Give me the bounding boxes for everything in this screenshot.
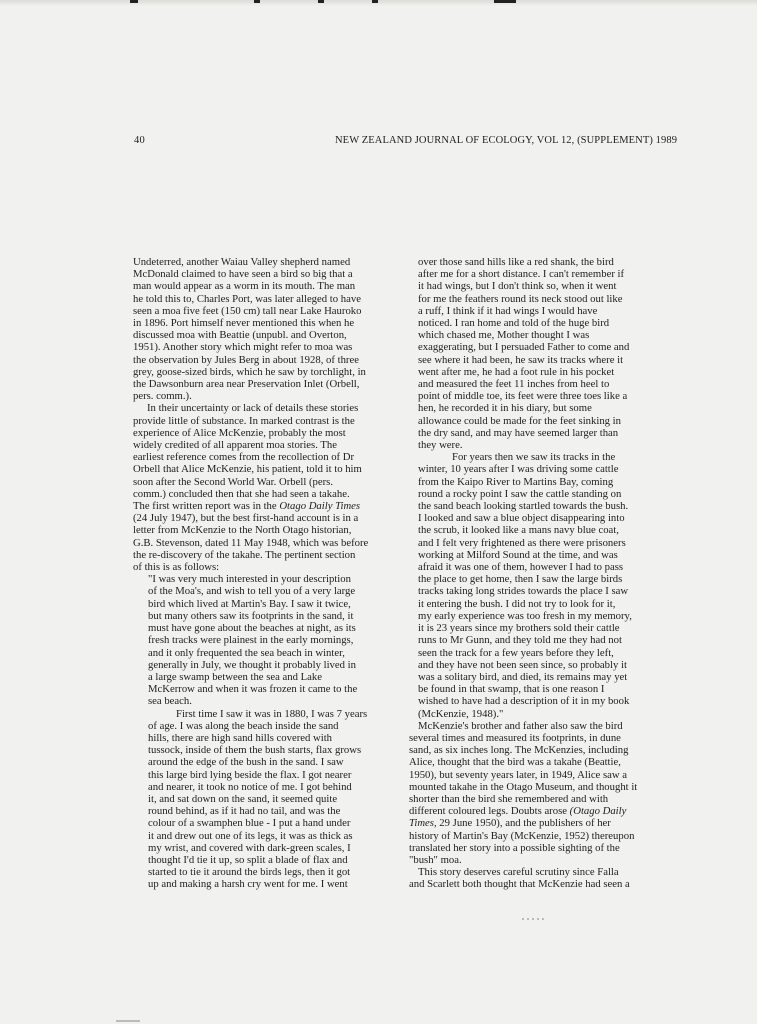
- line-text: hills, there are high sand hills covered with: [148, 731, 333, 744]
- text-line: [133, 463, 381, 475]
- line-text: I looked and saw a blue object disappearing into: [418, 512, 625, 525]
- line-text: see where it had been, he saw its tracks where it: [418, 353, 624, 366]
- text-line: [409, 842, 655, 854]
- line-text: colour of a swamphen blue - I put a hand under: [148, 817, 351, 830]
- line-text: my early experience was too fresh in my memory,: [418, 609, 632, 622]
- line-text: over those sand hills like a red shank, the bird: [418, 256, 614, 268]
- text-line: [133, 683, 381, 695]
- text-line: [133, 329, 381, 341]
- text-line: [409, 781, 655, 793]
- line-text: my wrist, and covered with dark-green scales, I: [148, 841, 351, 854]
- line-text: point of middle toe, its feet were three toes like a: [418, 390, 628, 403]
- line-text: soon after the Second World War. Orbell (pers.: [133, 475, 334, 488]
- line-text: Orbell that Alice McKenzie, his patient, told it to him: [133, 463, 362, 476]
- italic-title: (Otago Daily: [569, 805, 627, 818]
- text-line: [133, 573, 381, 585]
- line-text: seen a moa five feet (150 cm) tall near Lake Hauroko: [133, 304, 362, 317]
- line-text: it had wings, but I don't think so, when it went: [418, 280, 617, 293]
- text-line: [409, 854, 655, 866]
- line-text: the place to get home, then I saw the large birds: [418, 573, 623, 586]
- line-text: several times and measured its footprints, in dune: [409, 731, 621, 744]
- line-text: of this is as follows:: [133, 561, 220, 574]
- line-text: and measured the feet 11 inches from heel to: [418, 378, 610, 391]
- text-line: [409, 683, 655, 695]
- text-line: [409, 622, 655, 634]
- line-text: For years then we saw its tracks in the: [452, 451, 616, 464]
- line-text: he told this to, Charles Port, was later alleged to have: [133, 292, 361, 305]
- text-line: [133, 866, 381, 878]
- line-text: a ruff, I think if it had wings I would have: [418, 304, 598, 317]
- text-line: [409, 695, 655, 707]
- text-line: [133, 378, 381, 390]
- text-line: [409, 415, 655, 427]
- line-text: started to tie it around the birds legs, then it got: [148, 866, 351, 879]
- text-line: [133, 280, 381, 292]
- line-text: must have gone about the beaches at night, as its: [148, 622, 356, 635]
- line-text: it, and sat down on the sand, it seemed quite: [148, 792, 338, 805]
- text-line: [409, 561, 655, 573]
- text-line: [409, 500, 655, 512]
- line-text: for me the feathers round its neck stood out like: [418, 292, 623, 305]
- text-line: [409, 598, 655, 610]
- text-line: [409, 390, 655, 402]
- text-line: [133, 488, 381, 500]
- line-text: the scrub, it looked like a mans navy blue coat,: [418, 524, 619, 537]
- line-text: discussed moa with Beattie (unpubl. and Overton,: [133, 329, 347, 342]
- line-text: it is 23 years since my brothers sold their cattle: [418, 622, 620, 635]
- line-text: they were.: [418, 439, 463, 452]
- line-text: This story deserves careful scrutiny since Falla: [418, 866, 619, 879]
- line-text: runs to Mr Gunn, and they told me they had not: [418, 634, 622, 647]
- text-line: [409, 634, 655, 646]
- line-text: in 1896. Port himself never mentioned this when he: [133, 317, 355, 330]
- page-number: 40: [134, 135, 145, 146]
- text-line: [133, 878, 381, 890]
- text-line: [409, 378, 655, 390]
- scan-edge: [0, 0, 757, 6]
- line-text: round behind, as if it had no tail, and was the: [148, 805, 341, 818]
- line-text: tracks taking long strides towards the place I saw: [418, 585, 629, 598]
- line-text: and I felt very frightened as there were prisoners: [418, 536, 626, 549]
- line-text: fresh tracks were plainest in the early mornings,: [148, 634, 354, 647]
- text-line: [409, 549, 655, 561]
- text-line: [409, 451, 655, 463]
- text-line: [133, 317, 381, 329]
- text-line: [133, 732, 381, 744]
- text-line: [133, 427, 381, 439]
- line-text: thought I'd tie it up, so split a blade of flax and: [148, 853, 348, 866]
- line-text: the observation by Jules Berg in about 1928, of three: [133, 353, 359, 366]
- line-text: (24 July 1947), but the best first-hand account is in a: [133, 512, 359, 525]
- scan-mark: [494, 0, 516, 3]
- text-line: [409, 402, 655, 414]
- line-text: grey, goose-sized birds, which he saw by torchlight, in: [133, 365, 366, 378]
- text-line: [409, 793, 655, 805]
- text-line: [409, 610, 655, 622]
- text-line: [133, 305, 381, 317]
- text-line: [133, 854, 381, 866]
- text-line: [133, 439, 381, 451]
- line-text: Undeterred, another Waiau Valley shepherd named: [133, 256, 351, 268]
- line-text: sea beach.: [148, 695, 192, 708]
- line-text: pers. comm.).: [133, 390, 192, 403]
- scan-smudge: [522, 918, 544, 920]
- text-line: [409, 537, 655, 549]
- text-line: [133, 671, 381, 683]
- line-text: provide little of substance. In marked contrast is the: [133, 414, 355, 427]
- line-text: history of Martin's Bay (McKenzie, 1952) thereupon: [409, 829, 635, 842]
- line-text: and Scarlett both thought that McKenzie had seen a: [409, 878, 630, 891]
- scan-mark: [372, 0, 378, 3]
- text-line: [133, 476, 381, 488]
- text-line: [133, 549, 381, 561]
- text-line: [409, 354, 655, 366]
- right-column: [409, 256, 655, 891]
- line-text: shorter than the bird she remembered and with: [409, 792, 609, 805]
- text-line: [409, 280, 655, 292]
- text-line: [409, 439, 655, 451]
- line-text: man would appear as a worm in its mouth. The man: [133, 280, 356, 293]
- text-line: [133, 598, 381, 610]
- text-line: [133, 256, 381, 268]
- line-text: Alice, thought that the bird was a takahe (Beattie,: [409, 756, 621, 769]
- text-line: [409, 329, 655, 341]
- text-line: [133, 561, 381, 573]
- text-line: [133, 341, 381, 353]
- line-text: and nearer, it took no notice of me. I got behind: [148, 780, 352, 793]
- text-line: [409, 659, 655, 671]
- text-line: [133, 390, 381, 402]
- line-text: earliest reference comes from the recollection of Dr: [133, 451, 355, 464]
- line-text: experience of Alice McKenzie, probably the most: [133, 426, 346, 439]
- line-text: round a rocky point I saw the cattle standing on: [418, 487, 622, 500]
- text-line: [409, 671, 655, 683]
- text-line: [133, 610, 381, 622]
- text-line: [133, 781, 381, 793]
- line-text: and it only frequented the sea beach in winter,: [148, 646, 345, 659]
- line-text: up and making a harsh cry went for me. I went: [148, 878, 348, 891]
- text-line: [409, 744, 655, 756]
- text-line: [409, 878, 655, 890]
- text-line: [409, 317, 655, 329]
- line-text: tussock, inside of them the bush starts, flax grows: [148, 744, 362, 757]
- text-line: [133, 354, 381, 366]
- text-line: [133, 512, 381, 524]
- line-text: McDonald claimed to have seen a bird so big that a: [133, 268, 353, 281]
- text-line: [409, 427, 655, 439]
- italic-title: Times,: [409, 817, 437, 830]
- line-text: allowance could be made for the feet sinking in: [418, 414, 621, 427]
- text-line: [409, 524, 655, 536]
- line-text: hen, he recorded it in his diary, but some: [418, 402, 592, 415]
- text-line: [133, 647, 381, 659]
- text-line: [133, 830, 381, 842]
- line-text: be found in that swamp, that is one reason I: [418, 683, 605, 696]
- line-text: mounted takahe in the Otago Museum, and thought it: [409, 780, 638, 793]
- line-text: generally in July, we thought it probably lived in: [148, 658, 356, 671]
- line-text: it and drew out one of its legs, it was as thick as: [148, 829, 353, 842]
- text-line: [409, 866, 655, 878]
- line-text: was a solitary bird, and died, its remains may yet: [418, 670, 628, 683]
- text-line: [409, 488, 655, 500]
- text-line: [133, 622, 381, 634]
- text-line: [409, 769, 655, 781]
- text-line: [409, 830, 655, 842]
- line-text: 1951). Another story which might refer to moa was: [133, 341, 353, 354]
- line-text: the Dawsonburn area near Preservation Inlet (Orbell,: [133, 378, 360, 391]
- text-line: [133, 524, 381, 536]
- line-text: sand, as six inches long. The McKenzies, including: [409, 744, 629, 757]
- text-line: [133, 695, 381, 707]
- line-text: went after me, he had a foot rule in his pocket: [418, 365, 615, 378]
- text-line: [409, 463, 655, 475]
- line-text: translated her story into a possible sighting of the: [409, 841, 620, 854]
- line-text: The first written report was in the: [133, 500, 277, 513]
- text-line: [133, 708, 381, 720]
- line-text: (McKenzie, 1948).": [418, 707, 504, 720]
- text-line: [133, 817, 381, 829]
- text-line: [133, 415, 381, 427]
- line-text: winter, 10 years after I was driving some cattle: [418, 463, 619, 476]
- text-line: [133, 659, 381, 671]
- text-line: [133, 634, 381, 646]
- text-line: [409, 756, 655, 768]
- text-line: [133, 402, 381, 414]
- text-line: [409, 366, 655, 378]
- line-text: "bush" moa.: [409, 853, 462, 866]
- text-line: [133, 744, 381, 756]
- running-head: NEW ZEALAND JOURNAL OF ECOLOGY, VOL 12, (SUPPLEMENT) 1989: [335, 135, 678, 146]
- line-text: the re-discovery of the takahe. The pertinent section: [133, 548, 356, 561]
- text-line: [133, 537, 381, 549]
- text-line: [133, 805, 381, 817]
- line-text: 29 June 1950), and the publishers of her: [436, 817, 611, 830]
- line-text: it entering the bush. I did not try to look for it,: [418, 597, 616, 610]
- text-line: [133, 720, 381, 732]
- line-text: from the Kaipo River to Martins Bay, coming: [418, 475, 614, 488]
- line-text: G.B. Stevenson, dated 11 May 1948, which was before: [133, 536, 369, 549]
- text-line: [133, 842, 381, 854]
- text-line: [133, 366, 381, 378]
- line-text: a large swamp between the sea and Lake: [148, 670, 322, 683]
- text-line: [133, 500, 381, 512]
- text-line: [409, 268, 655, 280]
- text-line: [409, 573, 655, 585]
- line-text: exaggerating, but I persuaded Father to come and: [418, 341, 630, 354]
- text-line: [133, 793, 381, 805]
- line-text: bird which lived at Martin's Bay. I saw it twice,: [148, 597, 351, 610]
- line-text: working at Milford Sound at the time, and was: [418, 548, 618, 561]
- line-text: comm.) concluded then that she had seen a takahe.: [133, 487, 350, 500]
- line-text: this large bird lying beside the flax. I got nearer: [148, 768, 352, 781]
- text-line: [133, 293, 381, 305]
- text-line: [409, 708, 655, 720]
- text-line: [133, 769, 381, 781]
- line-text: which chased me, Mother thought I was: [418, 329, 590, 342]
- text-line: [409, 512, 655, 524]
- text-line: [409, 817, 655, 829]
- text-line: [409, 585, 655, 597]
- text-line: [409, 256, 655, 268]
- scan-mark: [254, 0, 260, 3]
- line-text: of age. I was along the beach inside the sand: [148, 719, 339, 732]
- text-line: [409, 732, 655, 744]
- line-text: McKenzie's brother and father also saw the bird: [418, 719, 623, 732]
- text-line: [409, 476, 655, 488]
- text-line: [409, 805, 655, 817]
- scan-mark: [130, 0, 138, 3]
- line-text: McKerrow and when it was frozen it came to the: [148, 683, 358, 696]
- line-text: different coloured legs. Doubts arose: [409, 805, 567, 818]
- line-text: the sand beach looking startled towards the bush.: [418, 500, 629, 513]
- line-text: noticed. I ran home and told of the huge bird: [418, 317, 610, 330]
- text-line: [133, 268, 381, 280]
- text-line: [409, 720, 655, 732]
- scan-edge: [116, 1020, 140, 1022]
- line-text: after me for a short distance. I can't remember if: [418, 268, 625, 281]
- line-text: seen the track for a few years before they left,: [418, 646, 614, 659]
- line-text: of the Moa's, and wish to tell you of a very large: [148, 585, 356, 598]
- scan-mark: [318, 0, 324, 3]
- text-line: [133, 756, 381, 768]
- line-text: around the edge of the bush in the sand. I saw: [148, 756, 344, 769]
- line-text: letter from McKenzie to the North Otago historian,: [133, 524, 352, 537]
- line-text: afraid it was one of them, however I had to pass: [418, 561, 624, 574]
- line-text: wished to have had a description of it in my book: [418, 695, 630, 708]
- line-text: and they have not been seen since, so probably it: [418, 658, 627, 671]
- text-line: [409, 647, 655, 659]
- text-line: [409, 341, 655, 353]
- line-text: but many others saw its footprints in the sand, it: [148, 609, 354, 622]
- line-text: the dry sand, and may have seemed larger than: [418, 426, 619, 439]
- line-text: widely credited of all apparent moa stories. The: [133, 439, 337, 452]
- text-line: [409, 293, 655, 305]
- line-text: First time I saw it was in 1880, I was 7 years: [176, 707, 368, 720]
- text-line: [133, 585, 381, 597]
- italic-title: Otago Daily Times: [279, 500, 361, 513]
- line-text: "I was very much interested in your description: [148, 573, 351, 586]
- left-column: [133, 256, 381, 891]
- line-text: 1950), but seventy years later, in 1949, Alice saw a: [409, 768, 628, 781]
- line-text: In their uncertainty or lack of details these stories: [147, 402, 359, 415]
- text-line: [133, 451, 381, 463]
- text-line: [409, 305, 655, 317]
